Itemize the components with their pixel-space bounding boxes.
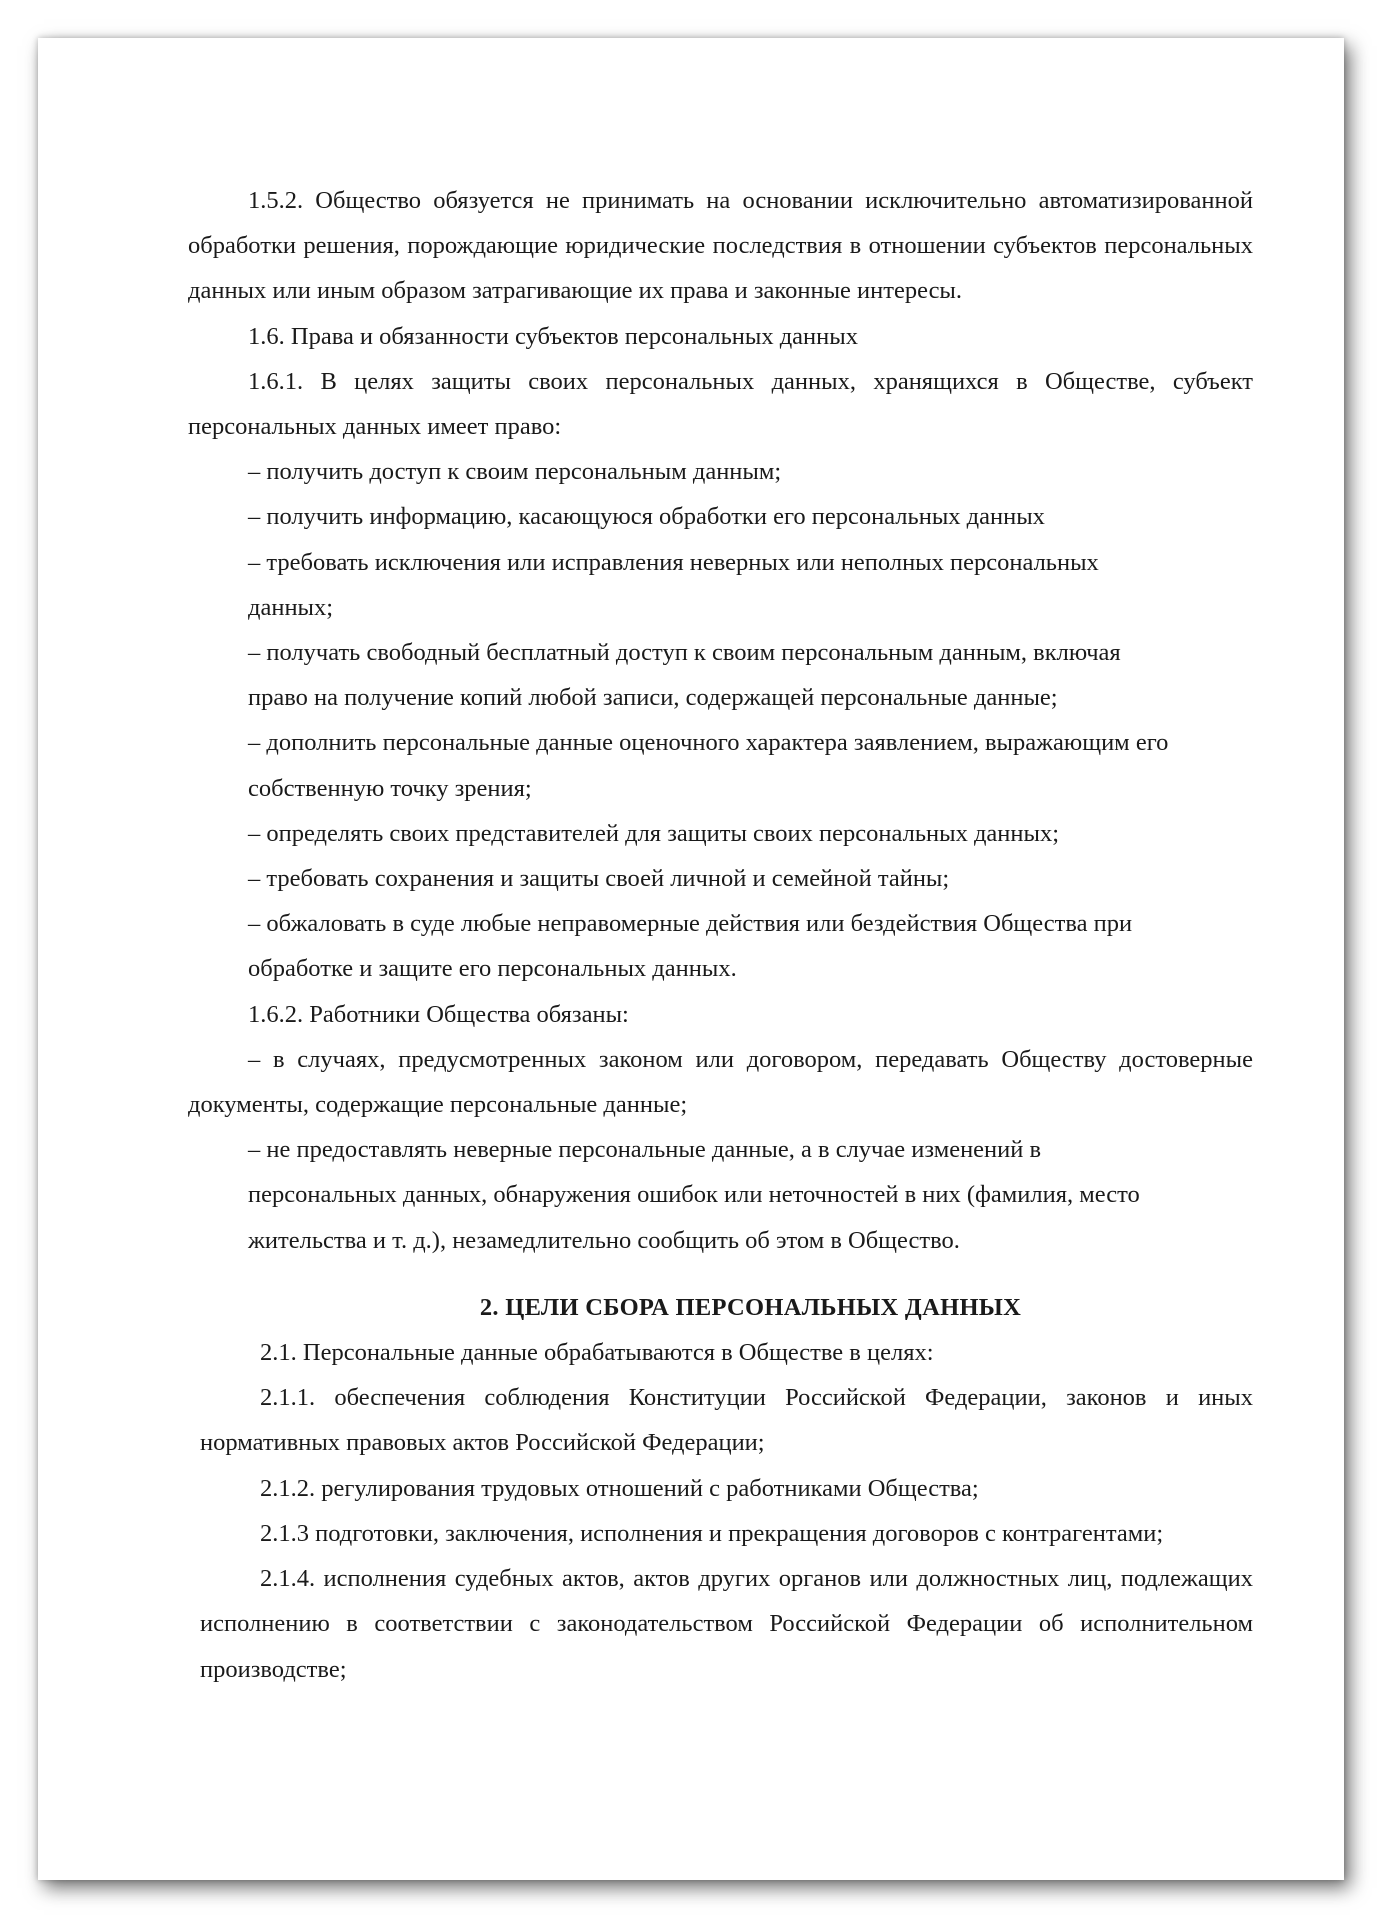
duties-list-item: – в случаях, предусмотренных законом или договором, передавать Обществу достоверные документы, содержащие персональные данные; [188,1045,1253,1119]
rights-list-item: – получить информацию, касающуюся обработки его персональных данных [248,503,1045,531]
paragraph-1-6-2: 1.6.2. Работники Общества обязаны: [248,1000,629,1028]
rights-list [188,449,1253,991]
rights-list-item: – обжаловать в суде любые неправомерные действия или бездействия Общества при обработке и защите его персональных данных. [248,910,1133,983]
document-body [188,178,1253,1692]
section-2-heading: 2. ЦЕЛИ СБОРА ПЕРСОНАЛЬНЫХ ДАННЫХ [479,1293,1022,1321]
rights-list-item: – требовать исключения или исправления неверных или неполных персональных данных; [248,548,1099,621]
rights-list-item: – получать свободный бесплатный доступ к своим персональным данным, включая право на получение копий любой записи, содержащей персональные данные; [248,639,1121,712]
paragraph-2-1-2: 2.1.2. регулирования трудовых отношений с работниками Общества; [260,1474,979,1502]
rights-list-item: – определять своих представителей для защиты своих персональных данных; [248,819,1060,847]
section-spacer [188,1263,1253,1285]
document-page [38,38,1344,1880]
paragraph-1-6-1: 1.6.1. В целях защиты своих персональных данных, хранящихся в Обществе, субъект персональных данных имеет право: [188,367,1253,441]
paragraph-2-1: 2.1. Персональные данные обрабатываются в Обществе в целях: [260,1339,934,1367]
paragraph-2-1-4: 2.1.4. исполнения судебных актов, актов других органов или должностных лиц, подлежащих исполнению в соответствии с законодательством Российской Федерации об исполнительном производстве; [200,1565,1253,1683]
duties-list-item: – не предоставлять неверные персональные данные, а в случае изменений в персональных данных, обнаружения ошибок или неточностей в них (фамилия, место жительства и т. д.), незамедлительно сообщить об этом в Общество. [248,1136,1140,1254]
paragraph-2-1-3: 2.1.3 подготовки, заключения, исполнения и прекращения договоров с контрагентами; [260,1519,1164,1547]
paragraph-2-1-1: 2.1.1. обеспечения соблюдения Конституции Российской Федерации, законов и иных нормативных правовых актов Российской Федерации; [200,1384,1253,1457]
section-2-body [188,1330,1253,1692]
duties-list [188,1037,1253,1263]
heading-1-6: 1.6. Права и обязанности субъектов персональных данных [248,322,858,350]
rights-list-item: – получить доступ к своим персональным данным; [248,458,782,486]
paragraph-1-5-2: 1.5.2. Общество обязуется не принимать на основании исключительно автоматизированной обработки решения, порождающие юридические последствия в отношении субъектов персональных данных или иным образом затрагивающие их права и законные интересы. [188,187,1253,305]
rights-list-item: – дополнить персональные данные оценочного характера заявлением, выражающим его собственную точку зрения; [248,729,1169,802]
rights-list-item: – требовать сохранения и защиты своей личной и семейной тайны; [248,865,950,893]
